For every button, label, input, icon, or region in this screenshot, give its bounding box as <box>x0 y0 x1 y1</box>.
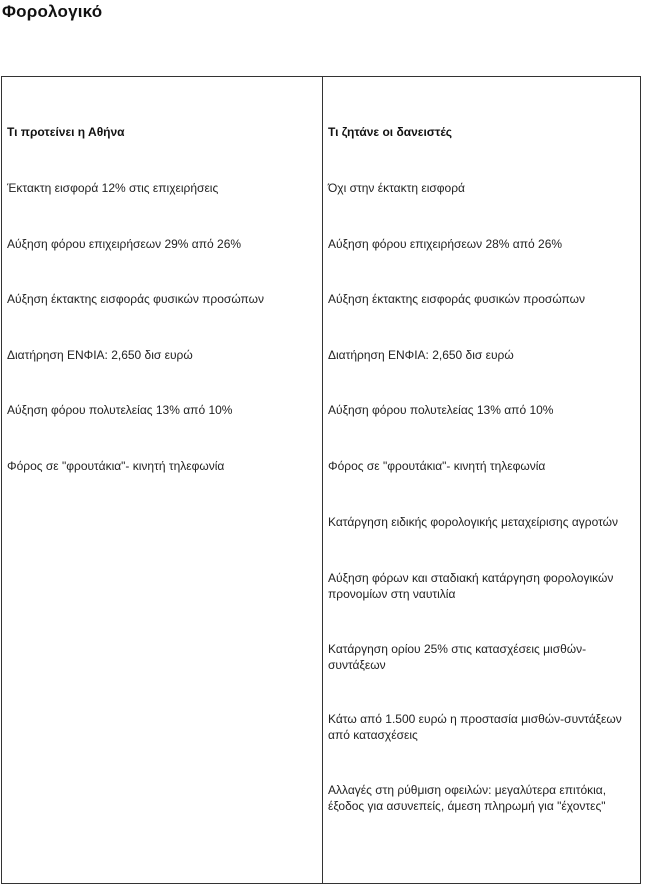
athens-item: Φόρος σε "φρουτάκια"- κινητή τηλεφωνία <box>7 459 225 473</box>
creditors-item: Κατάργηση ειδικής φορολογικής μεταχείρισης αγροτών <box>328 515 619 529</box>
athens-item: Αύξηση έκτακτης εισφοράς φυσικών προσώπων <box>7 292 265 306</box>
column-divider <box>322 77 323 883</box>
athens-item: Διατήρηση ΕΝΦΙΑ: 2,650 δισ ευρώ <box>7 348 193 362</box>
creditors-item: Όχι στην έκτακτη εισφορά <box>328 181 465 195</box>
athens-item: Αύξηση φόρου πολυτελείας 13% από 10% <box>7 403 233 417</box>
comparison-table <box>1 76 641 884</box>
page-title: Φορολογικό <box>2 2 103 21</box>
creditors-item: Αύξηση έκτακτης εισφοράς φυσικών προσώπων <box>328 292 586 306</box>
creditors-item: Αύξηση φόρου επιχειρήσεων 28% από 26% <box>328 237 563 251</box>
creditors-item: Αλλαγές στη ρύθμιση οφειλών: μεγαλύτερα επιτόκια, έξοδος για ασυνεπείς, άμεση πληρωμή για "έχοντες" <box>328 783 607 813</box>
creditors-item: Φόρος σε "φρουτάκια"- κινητή τηλεφωνία <box>328 459 546 473</box>
creditors-item: Αύξηση φόρου πολυτελείας 13% από 10% <box>328 403 554 417</box>
athens-item: Έκτακτη εισφορά 12% στις επιχειρήσεις <box>7 181 219 195</box>
creditors-item: Κάτω από 1.500 ευρώ η προστασία μισθών-συντάξεων από κατασχέσεις <box>328 712 622 742</box>
creditors-item: Διατήρηση ΕΝΦΙΑ: 2,650 δισ ευρώ <box>328 348 514 362</box>
creditors-item: Αύξηση φόρων και σταδιακή κατάργηση φορολογικών προνομίων στη ναυτιλία <box>328 571 614 601</box>
athens-item: Αύξηση φόρου επιχειρήσεων 29% από 26% <box>7 237 242 251</box>
creditors-item: Κατάργηση ορίου 25% στις κατασχέσεις μισθών-συντάξεων <box>328 642 587 672</box>
header-creditors: Τι ζητάνε οι δανειστές <box>328 125 453 139</box>
header-athens: Τι προτείνει η Αθήνα <box>7 125 125 139</box>
